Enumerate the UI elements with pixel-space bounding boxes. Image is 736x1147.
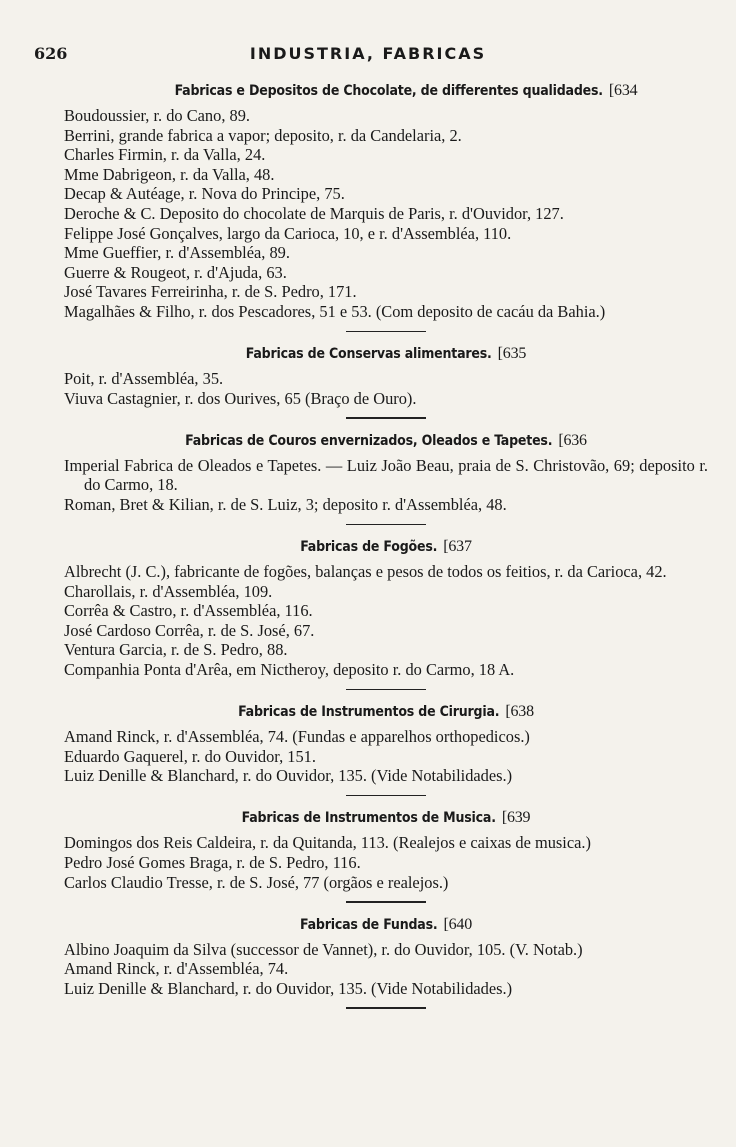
list-item: Berrini, grande fabrica a vapor; deposito, r. da Candelaria, 2. — [64, 125, 462, 145]
divider — [346, 331, 426, 333]
divider — [346, 901, 426, 903]
list-item: Charles Firmin, r. da Valla, 24. — [64, 145, 266, 165]
section-heading: Fabricas de Couros envernizados, Oleados e Tapetes. [636 — [185, 431, 587, 449]
list-item: Imperial Fabrica de Oleados e Tapetes. — Luiz João Beau, praia de S. Christovão, 69; deposito r. do Carmo, 18. — [64, 455, 708, 495]
list-item: Felippe José Gonçalves, largo da Carioca, 10, e r. d'Assembléa, 110. — [64, 223, 512, 243]
list-item: Mme Dabrigeon, r. da Valla, 48. — [64, 164, 275, 184]
list-item: Poit, r. d'Assembléa, 35. — [64, 369, 224, 389]
section-couros — [64, 430, 708, 515]
list-item: Luiz Denille & Blanchard, r. do Ouvidor, 135. (Vide Notabilidades.) — [64, 978, 513, 998]
divider — [346, 417, 426, 419]
list-item: Pedro José Gomes Braga, r. de S. Pedro, 116. — [64, 852, 361, 872]
list-item: Ventura Garcia, r. de S. Pedro, 88. — [64, 640, 288, 660]
list-item: Mme Gueffier, r. d'Assembléa, 89. — [64, 243, 290, 263]
list-item: Corrêa & Castro, r. d'Assembléa, 116. — [64, 601, 313, 621]
list-item: Eduardo Gaquerel, r. do Ouvidor, 151. — [64, 746, 316, 766]
divider — [346, 524, 426, 526]
section-heading: Fabricas e Depositos de Chocolate, de differentes qualidades. [634 — [174, 82, 638, 99]
section-number: [639 — [501, 809, 531, 827]
section-fundas — [64, 914, 708, 999]
section-number: [634 — [608, 82, 638, 99]
section-conservas — [64, 343, 708, 408]
section-number: [635 — [497, 345, 527, 363]
list-item: Luiz Denille & Blanchard, r. do Ouvidor, 135. (Vide Notabilidades.) — [64, 766, 513, 786]
section-number: [640 — [443, 915, 472, 933]
directory-content — [64, 80, 708, 1020]
list-item: Decap & Autéage, r. Nova do Principe, 75. — [64, 184, 345, 204]
list-item: José Cardoso Corrêa, r. de S. José, 67. — [64, 620, 315, 640]
list-item: Albrecht (J. C.), fabricante de fogões, balanças e pesos de todos os feitios, r. da Carioca, 42. — [64, 562, 667, 581]
divider — [346, 1007, 426, 1009]
section-heading: Fabricas de Fundas. [640 — [300, 915, 472, 933]
list-item: Deroche & C. Deposito do chocolate de Marquis de Paris, r. d'Ouvidor, 127. — [64, 203, 564, 223]
section-heading: Fabricas de Instrumentos de Musica. [639 — [241, 809, 531, 827]
section-chocolate — [64, 80, 708, 322]
running-head — [0, 44, 736, 68]
divider — [346, 689, 426, 691]
section-heading: Fabricas de Instrumentos de Cirurgia. [638 — [238, 703, 534, 721]
section-number: [636 — [558, 431, 587, 449]
section-number: [638 — [505, 703, 534, 721]
section-heading: Fabricas de Fogões. [637 — [300, 538, 472, 555]
divider — [346, 795, 426, 797]
page-title: INDUSTRIA, FABRICAS — [249, 44, 487, 63]
section-number: [637 — [443, 538, 472, 555]
list-item: Guerre & Rougeot, r. d'Ajuda, 63. — [64, 262, 287, 282]
section-fogoes — [64, 536, 708, 680]
list-item: Roman, Bret & Kilian, r. de S. Luiz, 3; deposito r. d'Assembléa, 48. — [64, 494, 507, 514]
page-number: 626 — [34, 44, 68, 63]
section-cirurgia — [64, 701, 708, 786]
section-heading: Fabricas de Conservas alimentares. [635 — [245, 345, 527, 363]
list-item: Boudoussier, r. do Cano, 89. — [64, 106, 251, 125]
list-item: Albino Joaquim da Silva (successor de Vannet), r. do Ouvidor, 105. (V. Notab.) — [64, 939, 583, 959]
list-item: Carlos Claudio Tresse, r. de S. José, 77 (orgãos e realejos.) — [64, 872, 449, 892]
list-item: Magalhães & Filho, r. dos Pescadores, 51 e 53. (Com deposito de cacáu da Bahia.) — [64, 301, 606, 321]
list-item: Companhia Ponta d'Arêa, em Nictheroy, deposito r. do Carmo, 18 A. — [64, 659, 515, 679]
section-musica — [64, 807, 708, 892]
list-item: José Tavares Ferreirinha, r. de S. Pedro, 171. — [64, 282, 357, 302]
list-item: Amand Rinck, r. d'Assembléa, 74. (Fundas e apparelhos orthopedicos.) — [64, 727, 530, 747]
list-item: Amand Rinck, r. d'Assembléa, 74. — [64, 959, 289, 979]
list-item: Domingos dos Reis Caldeira, r. da Quitanda, 113. (Realejos e caixas de musica.) — [64, 833, 591, 853]
list-item: Viuva Castagnier, r. dos Ourives, 65 (Braço de Ouro). — [64, 388, 417, 408]
list-item: Charollais, r. d'Assembléa, 109. — [64, 581, 273, 601]
